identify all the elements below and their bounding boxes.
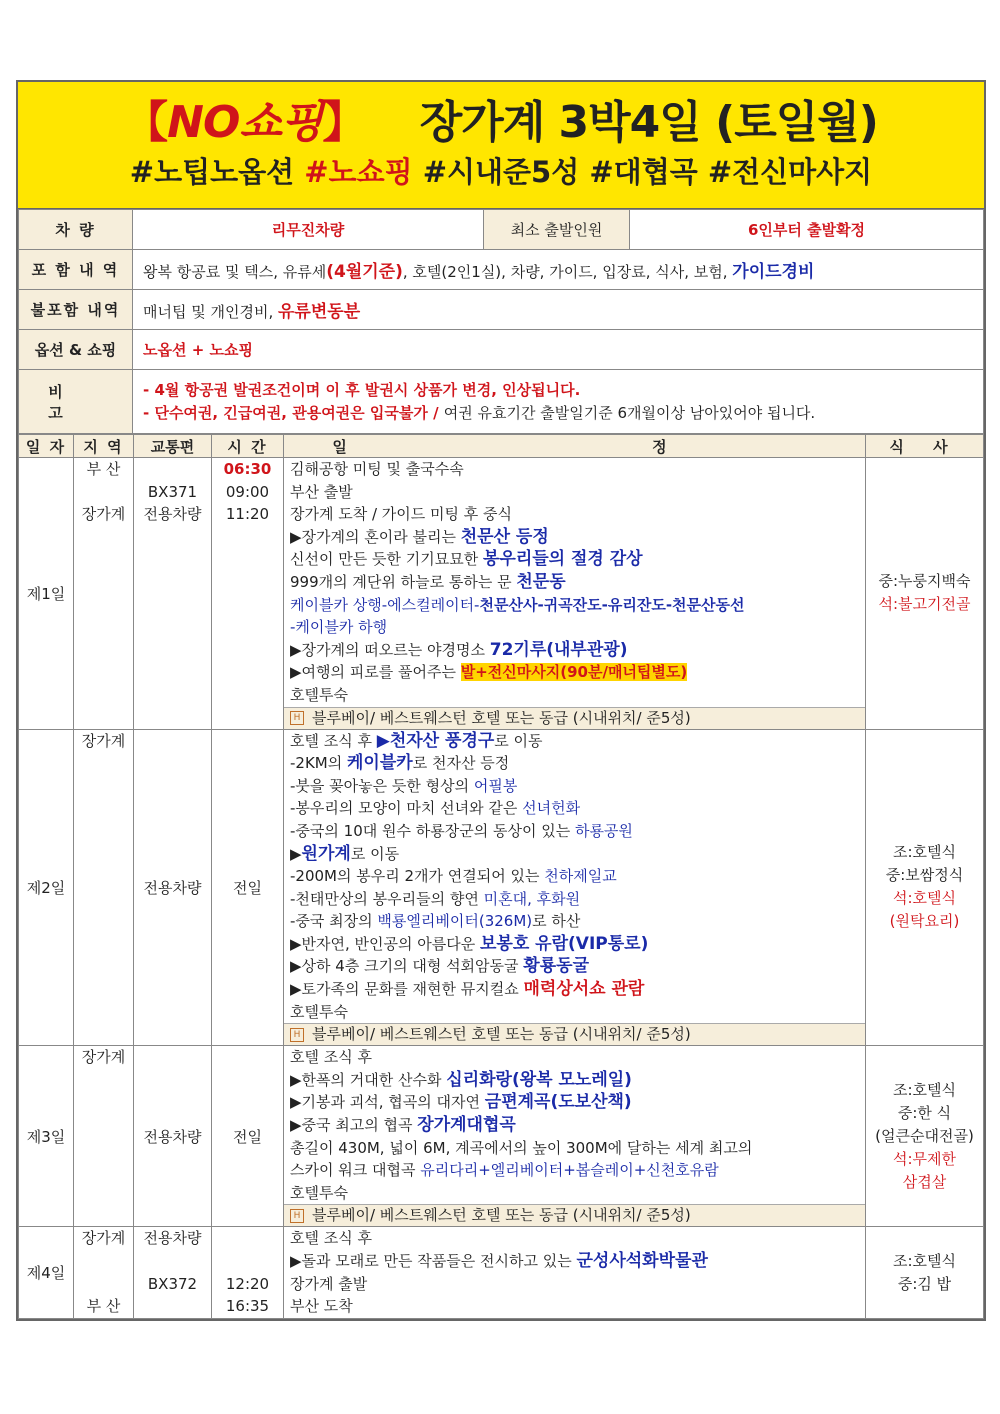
vehicle: 전용차량 <box>143 1229 202 1248</box>
vehicle: 전용차량 <box>134 729 212 1046</box>
meals: 조:호텔식 중:보쌈정식 석:호텔식 (원탁요리) <box>866 729 984 1046</box>
header-transport: 교통편 <box>134 435 212 458</box>
note-value: - 4월 항공권 발권조건이며 이 후 발권시 상품가 변경, 인상됩니다. - 단수여권, 긴급여권, 관용여권은 입국불가 / 여권 유효기간 출발일기준 6개월이상 남아있어야 됩니다. <box>133 370 984 434</box>
min-people-value: 6인부터 출발확정 <box>630 210 984 250</box>
itinerary-sheet <box>16 80 986 1321</box>
min-people-label: 최소 출발인원 <box>484 210 630 250</box>
no-shopping-logo: NO쇼핑 <box>167 97 323 148</box>
option-value: 노옵션 + 노쇼핑 <box>133 330 984 370</box>
vehicle: 전용차량 <box>134 1046 212 1227</box>
meals: 조:호텔식 중:한 식 (얼큰순대전골) 석:무제한 삼겹살 <box>866 1046 984 1227</box>
header-plan: 일 정 <box>284 435 866 458</box>
hotel-info: H 블루베이/ 베스트웨스턴 호텔 또는 동급 (시내위치/ 준5성) <box>284 1023 865 1045</box>
day-plan: 호텔 조식 후 ▶한폭의 거대한 산수화 십리화랑(왕복 모노레일) ▶기봉과 괴석, 협곡의 대자연 금편계곡(도보산책) ▶중국 최고의 협곡 장가계대협곡 총길이 430M, 넓이 6M, 계곡에서의 높이 300M에 달하는 세계 최고의 스카이 워크 대협곡 유리다리+엘리베이터+봅슬레이+신천호유람 호텔투숙 H 블루베이/ 베스트웨스턴 호텔 또는 동급 (시내위치/ 준5성) <box>284 1046 866 1227</box>
day-label: 제2일 <box>19 729 74 1046</box>
time: 16:35 <box>225 1297 270 1316</box>
day-label: 제3일 <box>19 1046 74 1227</box>
info-table <box>18 209 984 434</box>
place: 장가계 <box>81 731 126 750</box>
time: 전일 <box>212 729 284 1046</box>
excluded-value: 매너팁 및 개인경비, 유류변동분 <box>133 290 984 330</box>
time: 09:00 <box>225 482 270 501</box>
time: 11:20 <box>225 505 270 524</box>
header-meal: 식 사 <box>866 435 984 458</box>
place: 장가계 <box>81 1048 126 1067</box>
hashtag-line: #노팁노옵션 #노쇼핑 #시내준5성 #대협곡 #전신마사지 <box>129 155 873 189</box>
day-row-3 <box>19 1046 984 1227</box>
header-place: 지 역 <box>74 435 134 458</box>
header-day: 일 자 <box>19 435 74 458</box>
option-label: 옵션 & 쇼핑 <box>19 330 133 370</box>
header-time: 시 간 <box>212 435 284 458</box>
hotel-info: H 블루베이/ 베스트웨스턴 호텔 또는 동급 (시내위치/ 준5성) <box>284 1204 865 1226</box>
day-row-1 <box>19 458 984 730</box>
flight-code: BX372 <box>147 1274 198 1293</box>
included-label: 포 함 내 역 <box>19 250 133 290</box>
vehicle-value: 리무진차량 <box>133 210 484 250</box>
day-label: 제1일 <box>19 458 74 730</box>
excluded-label: 불포함 내역 <box>19 290 133 330</box>
flight-code: BX371 <box>147 482 198 501</box>
hotel-info: H 블루베이/ 베스트웨스턴 호텔 또는 동급 (시내위치/ 준5성) <box>284 707 865 729</box>
vehicle: 전용차량 <box>143 505 202 524</box>
meals: 중:누룽지백숙 석:불고기전골 <box>866 458 984 730</box>
meals: 조:호텔식 중:김 밥 <box>866 1227 984 1318</box>
place: 부 산 <box>86 460 121 478</box>
vehicle-label: 차 량 <box>19 210 133 250</box>
place: 장가계 <box>81 1229 126 1248</box>
time: 전일 <box>212 1046 284 1227</box>
hotel-icon: H <box>290 1209 304 1223</box>
day-plan: 김해공항 미팅 및 출국수속 부산 출발 장가계 도착 / 가이드 미팅 후 중식 ▶장가계의 혼이라 불리는 천문산 등정 신선이 만든 듯한 기기묘묘한 봉우리들의 절경 감상 999개의 계단위 하늘로 통하는 문 천문동 케이블카 상행-에스컬레이터-천문산사-귀곡잔도-유리잔도-천문산동선 -케이블카 하행 ▶장가계의 떠오르는 야경명소 72기루(내부관광) ▶여행의 피로를 풀어주는 발+전신마사지(90분/매너팁별도) 호텔투숙 H 블루베이/ 베스트웨스턴 호텔 또는 동급 (시내위치/ 준5성) <box>284 458 866 730</box>
time: 12:20 <box>225 1274 270 1293</box>
title-banner <box>18 82 984 209</box>
note-label: 비 고 <box>19 370 133 434</box>
hotel-icon: H <box>290 1028 304 1042</box>
day-row-4 <box>19 1227 984 1318</box>
day-label: 제4일 <box>19 1227 74 1318</box>
page-title: 【NO쇼핑】 장가계 3박4일 (토일월) <box>124 97 878 148</box>
schedule-table <box>18 434 984 1319</box>
place: 부 산 <box>86 1297 121 1316</box>
time: 06:30 <box>223 460 272 478</box>
included-value: 왕복 항공료 및 텍스, 유류세(4월기준), 호텔(2인1실), 차량, 가이드, 입장료, 식사, 보험, 가이드경비 <box>133 250 984 290</box>
day-plan: 호텔 조식 후 ▶돌과 모래로 만든 작품들은 전시하고 있는 군성사석화박물관 장가계 출발 부산 도착 <box>284 1227 866 1318</box>
day-row-2 <box>19 729 984 1046</box>
day-plan: 호텔 조식 후 ▶천자산 풍경구로 이동 -2KM의 케이블카로 천자산 등정 -붓을 꽂아놓은 듯한 형상의 어필봉 -봉우리의 모양이 마치 선녀와 같은 선녀헌화 -중국의 10대 원수 하룡장군의 동상이 있는 하룡공원 ▶원가계로 이동 -200M의 봉우리 2개가 연결되어 있는 천하제일교 -천태만상의 봉우리들의 향연 미혼대, 후화원 -중국 최장의 백룡엘리베이터(326M)로 하산 ▶반자연, 반인공의 아름다운 보봉호 유람(VIP통로) ▶상하 4층 크기의 대형 석회암동굴 황룡동굴 ▶토가족의 문화를 재현한 뮤지컬쇼 매력상서쇼 관람 호텔투숙 H 블루베이/ 베스트웨스턴 호텔 또는 동급 (시내위치/ 준5성) <box>284 729 866 1046</box>
place: 장가계 <box>81 505 126 524</box>
hotel-icon: H <box>290 711 304 725</box>
